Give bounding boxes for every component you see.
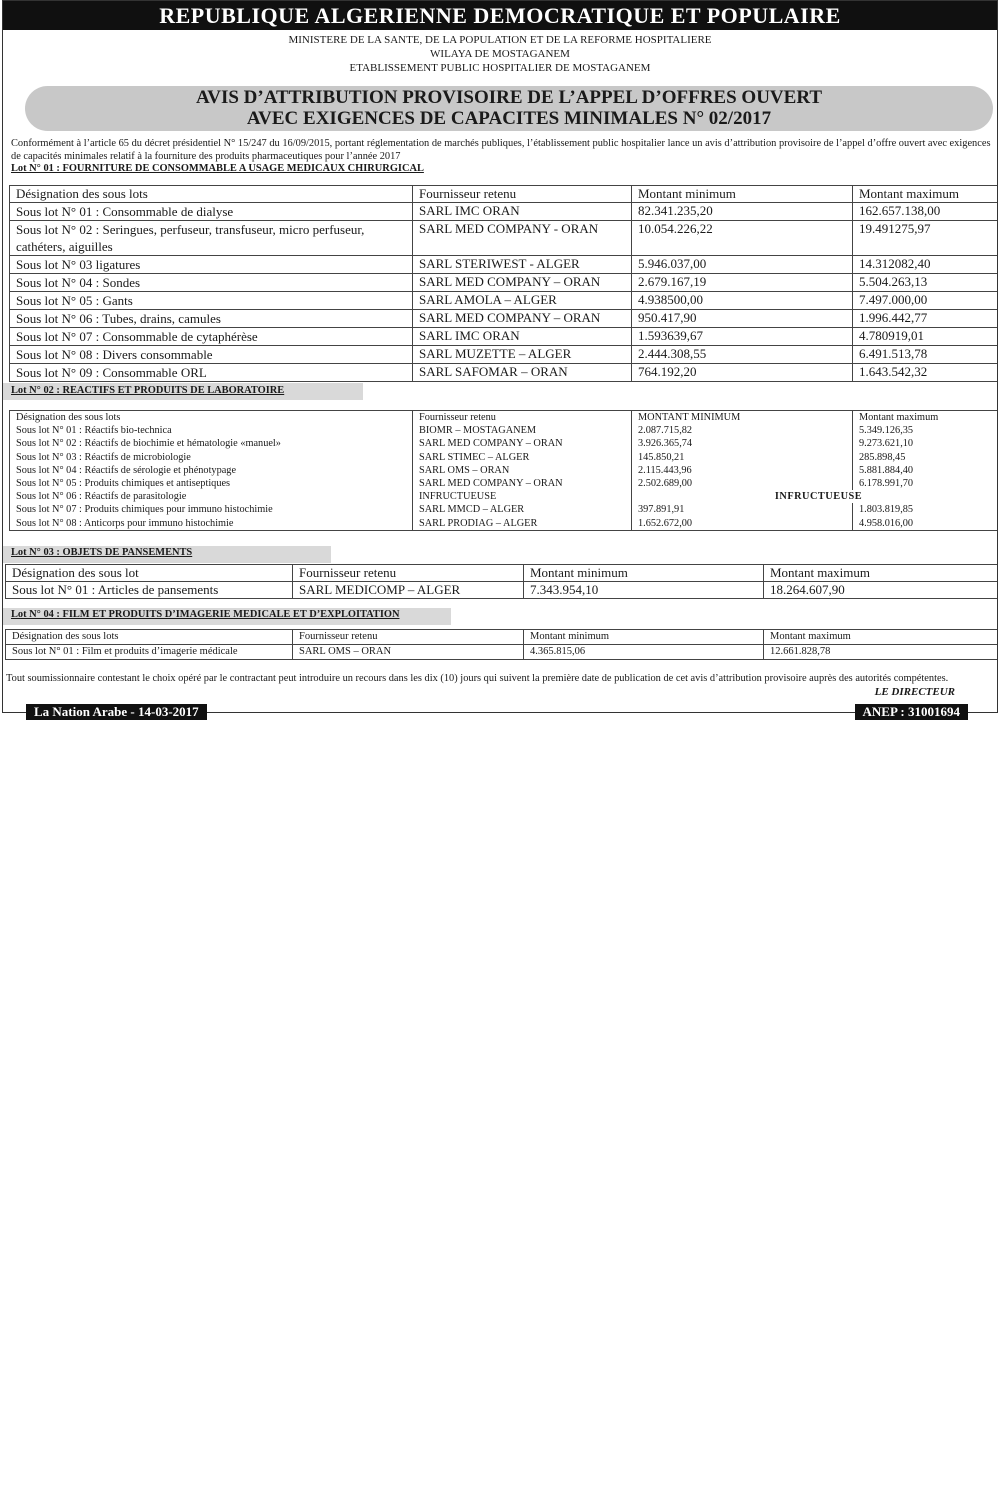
table-row <box>10 364 999 382</box>
cell-designation: Sous lot N° 04 : Sondes <box>10 274 413 292</box>
cell-max: 162.657.138,00 <box>853 203 999 221</box>
cell-designation: Sous lot N° 04 : Réactifs de sérologie et phénotypage <box>10 464 413 477</box>
table-row <box>10 328 999 346</box>
col-supplier: Fournisseur retenu <box>413 411 632 425</box>
col-designation: Désignation des sous lots <box>10 411 413 425</box>
cell-designation: Sous lot N° 02 : Seringues, perfuseur, transfuseur, micro perfuseur, cathéters, aiguilles <box>10 221 413 256</box>
table-row <box>10 477 999 490</box>
cell-min: 397.891,91 <box>632 503 853 516</box>
cell-min: 2.679.167,19 <box>632 274 853 292</box>
col-min: Montant minimum <box>524 630 764 645</box>
table-header-row <box>10 186 999 203</box>
cell-max: 9.273.621,10 <box>853 437 999 450</box>
wilaya-line: WILAYA DE MOSTAGANEM <box>430 48 570 60</box>
cell-supplier: SARL MUZETTE – ALGER <box>413 346 632 364</box>
table-row <box>10 310 999 328</box>
cell-max: 6.178.991,70 <box>853 477 999 490</box>
table-row <box>10 437 999 450</box>
cell-max: 5.349.126,35 <box>853 424 999 437</box>
cell-max: 1.643.542,32 <box>853 364 999 382</box>
cell-max: 12.661.828,78 <box>764 645 999 660</box>
col-supplier: Fournisseur retenu <box>413 186 632 203</box>
cell-min: 2.444.308,55 <box>632 346 853 364</box>
cell-designation: Sous lot N° 07 : Produits chimiques pour immuno histochimie <box>10 503 413 516</box>
cell-max: 7.497.000,00 <box>853 292 999 310</box>
anep-badge: ANEP : 31001694 <box>855 704 969 720</box>
table-row <box>10 256 999 274</box>
cell-supplier: SARL MEDICOMP – ALGER <box>293 582 524 599</box>
col-min: Montant minimum <box>524 565 764 582</box>
cell-min: 145.850,21 <box>632 451 853 464</box>
table-header-row <box>6 630 999 645</box>
table-row <box>10 464 999 477</box>
cell-max: 1.803.819,85 <box>853 503 999 516</box>
intro-paragraph: Conformément à l’article 65 du décret présidentiel N° 15/247 du 16/09/2015, portant réglementation de marchés publiques, l’établissement public hospitalier lance un avis d’attribution provisoire de l’appel d’offre ouvert avec exigences de capacités minimales relatif à la fourniture des produits pharmaceutiques pour l’année 2017 <box>11 138 991 162</box>
cell-supplier: INFRUCTUEUSE <box>413 490 632 503</box>
cell-min: 3.926.365,74 <box>632 437 853 450</box>
cell-max: 4.780919,01 <box>853 328 999 346</box>
cell-max: 4.958.016,00 <box>853 517 999 531</box>
cell-supplier: SARL IMC ORAN <box>413 203 632 221</box>
col-max: Montant maximum <box>853 186 999 203</box>
establishment-line: ETABLISSEMENT PUBLIC HOSPITALIER DE MOSTAGANEM <box>349 62 651 74</box>
cell-designation: Sous lot N° 03 : Réactifs de microbiologie <box>10 451 413 464</box>
table-row <box>6 645 999 660</box>
lot4-heading: Lot N° 04 : FILM ET PRODUITS D’IMAGERIE MEDICALE ET D’EXPLOITATION <box>11 609 400 620</box>
table-header-row <box>10 411 999 425</box>
table-row <box>10 503 999 516</box>
cell-min: 4.365.815,06 <box>524 645 764 660</box>
cell-designation: Sous lot N° 01 : Articles de pansements <box>6 582 293 599</box>
cell-max: 6.491.513,78 <box>853 346 999 364</box>
cell-designation: Sous lot N° 01 : Film et produits d’imagerie médicale <box>6 645 293 660</box>
cell-designation: Sous lot N° 02 : Réactifs de biochimie et hématologie «manuel» <box>10 437 413 450</box>
table-header-row <box>6 565 999 582</box>
cell-designation: Sous lot N° 09 : Consommable ORL <box>10 364 413 382</box>
cell-supplier: BIOMR – MOSTAGANEM <box>413 424 632 437</box>
cell-supplier: SARL MMCD – ALGER <box>413 503 632 516</box>
director-signature: LE DIRECTEUR <box>874 686 955 698</box>
table-row <box>10 274 999 292</box>
table-row <box>10 424 999 437</box>
ministry-line: MINISTERE DE LA SANTE, DE LA POPULATION ET DE LA REFORME HOSPITALIERE <box>288 34 712 46</box>
table-row <box>6 582 999 599</box>
cell-supplier: SARL MED COMPANY – ORAN <box>413 477 632 490</box>
table-row <box>10 203 999 221</box>
cell-designation: Sous lot N° 08 : Anticorps pour immuno histochimie <box>10 517 413 531</box>
republic-banner: REPUBLIQUE ALGERIENNE DEMOCRATIQUE ET POPULAIRE <box>3 1 997 30</box>
failed-note: INFRUCTUEUSE <box>632 490 999 503</box>
cell-min: 2.115.443,96 <box>632 464 853 477</box>
table-row <box>10 517 999 531</box>
cell-max: 5.881.884,40 <box>853 464 999 477</box>
cell-designation: Sous lot N° 05 : Gants <box>10 292 413 310</box>
appeal-note: Tout soumissionnaire contestant le choix opéré par le contractant peut introduire un recours dans les dix (10) jours qui suivent la première date de publication de cet avis d’attribution provisoire auprès des autorités compétentes. <box>6 673 949 684</box>
lot1-heading: Lot N° 01 : FOURNITURE DE CONSOMMABLE A USAGE MEDICAUX CHIRURGICAL <box>11 163 424 174</box>
cell-min: 10.054.226,22 <box>632 221 853 256</box>
table-row <box>10 292 999 310</box>
col-supplier: Fournisseur retenu <box>293 565 524 582</box>
col-max: Montant maximum <box>853 411 999 425</box>
col-min: MONTANT MINIMUM <box>632 411 853 425</box>
cell-designation: Sous lot N° 06 : Tubes, drains, camules <box>10 310 413 328</box>
title-line-2: AVEC EXIGENCES DE CAPACITES MINIMALES N° 02/2017 <box>246 108 772 129</box>
col-min: Montant minimum <box>632 186 853 203</box>
table-row <box>10 346 999 364</box>
lot4-table <box>5 629 998 660</box>
lot3-table <box>5 564 998 599</box>
notice-frame <box>2 0 998 713</box>
cell-designation: Sous lot N° 08 : Divers consommable <box>10 346 413 364</box>
col-designation: Désignation des sous lots <box>6 630 293 645</box>
cell-designation: Sous lot N° 01 : Consommable de dialyse <box>10 203 413 221</box>
lot1-table <box>9 185 998 382</box>
lot2-heading: Lot N° 02 : REACTIFS ET PRODUITS DE LABORATOIRE <box>11 385 285 396</box>
cell-supplier: SARL SAFOMAR – ORAN <box>413 364 632 382</box>
cell-max: 5.504.263,13 <box>853 274 999 292</box>
cell-supplier: SARL MED COMPANY - ORAN <box>413 221 632 256</box>
cell-supplier: SARL STERIWEST - ALGER <box>413 256 632 274</box>
col-designation: Désignation des sous lots <box>10 186 413 203</box>
table-row <box>10 221 999 256</box>
lot2-table <box>9 410 998 531</box>
title-line-1: AVIS D’ATTRIBUTION PROVISOIRE DE L’APPEL D’OFFRES OUVERT <box>195 87 823 108</box>
cell-min: 82.341.235,20 <box>632 203 853 221</box>
cell-min: 4.938500,00 <box>632 292 853 310</box>
cell-supplier: SARL MED COMPANY – ORAN <box>413 437 632 450</box>
cell-min: 950.417,90 <box>632 310 853 328</box>
cell-max: 1.996.442,77 <box>853 310 999 328</box>
cell-min: 2.502.689,00 <box>632 477 853 490</box>
cell-min: 1.593639,67 <box>632 328 853 346</box>
issuer-block <box>3 33 997 75</box>
col-max: Montant maximum <box>764 630 999 645</box>
cell-supplier: SARL PRODIAG – ALGER <box>413 517 632 531</box>
cell-supplier: SARL MED COMPANY – ORAN <box>413 310 632 328</box>
cell-designation: Sous lot N° 03 ligatures <box>10 256 413 274</box>
cell-supplier: SARL STIMEC – ALGER <box>413 451 632 464</box>
col-supplier: Fournisseur retenu <box>293 630 524 645</box>
cell-min: 7.343.954,10 <box>524 582 764 599</box>
cell-max: 14.312082,40 <box>853 256 999 274</box>
col-max: Montant maximum <box>764 565 999 582</box>
cell-max: 285.898,45 <box>853 451 999 464</box>
col-designation: Désignation des sous lot <box>6 565 293 582</box>
cell-designation: Sous lot N° 06 : Réactifs de parasitologie <box>10 490 413 503</box>
notice-title <box>25 86 993 131</box>
cell-supplier: SARL MED COMPANY – ORAN <box>413 274 632 292</box>
cell-max: 18.264.607,90 <box>764 582 999 599</box>
cell-supplier: SARL OMS – ORAN <box>413 464 632 477</box>
cell-min: 764.192,20 <box>632 364 853 382</box>
cell-designation: Sous lot N° 01 : Réactifs bio-technica <box>10 424 413 437</box>
publication-badge: La Nation Arabe - 14-03-2017 <box>26 704 207 720</box>
table-row <box>10 451 999 464</box>
table-row-failed <box>10 490 999 503</box>
cell-max: 19.491275,97 <box>853 221 999 256</box>
cell-supplier: SARL OMS – ORAN <box>293 645 524 660</box>
lot3-heading: Lot N° 03 : OBJETS DE PANSEMENTS <box>11 547 193 558</box>
cell-min: 5.946.037,00 <box>632 256 853 274</box>
cell-designation: Sous lot N° 05 : Produits chimiques et antiseptiques <box>10 477 413 490</box>
cell-min: 1.652.672,00 <box>632 517 853 531</box>
cell-min: 2.087.715,82 <box>632 424 853 437</box>
cell-designation: Sous lot N° 07 : Consommable de cytaphérèse <box>10 328 413 346</box>
cell-supplier: SARL IMC ORAN <box>413 328 632 346</box>
cell-supplier: SARL AMOLA – ALGER <box>413 292 632 310</box>
